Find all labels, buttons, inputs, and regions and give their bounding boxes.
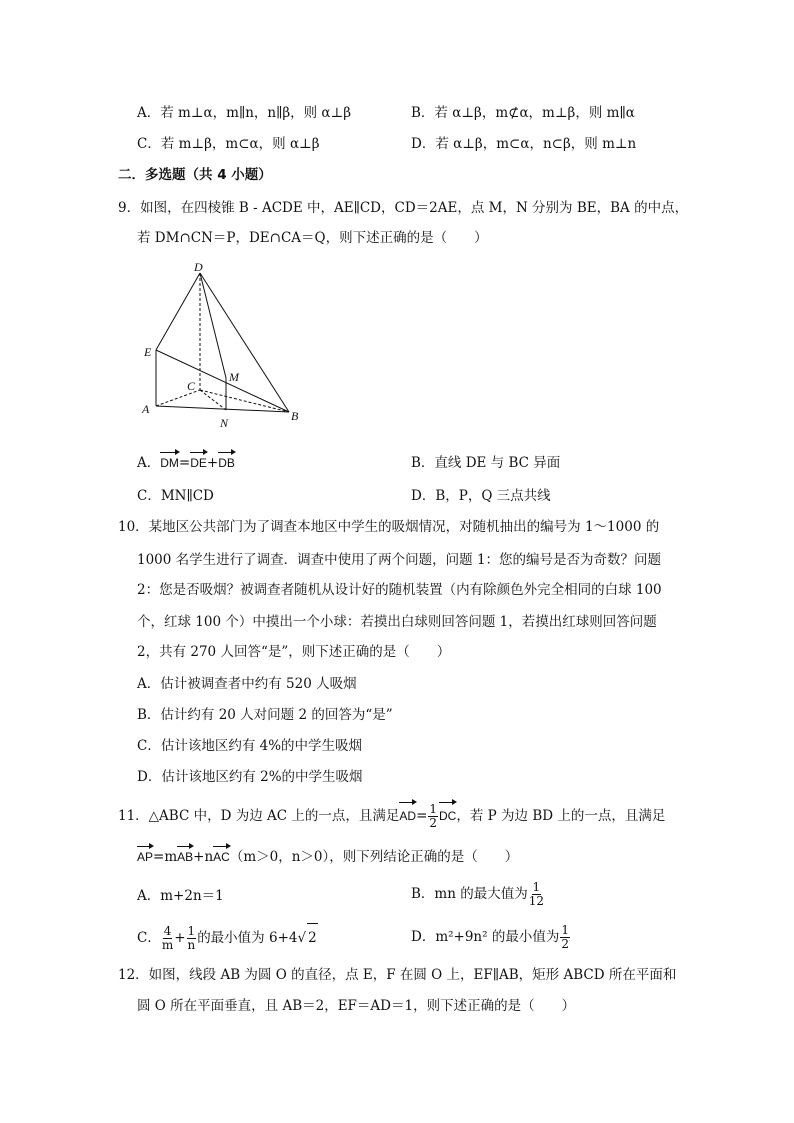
q11-text-c: （m＞0，n＞0），则下列结论正确的是（ ） [229, 849, 519, 865]
q10-stem-line1: 10．某地区公共部门为了调查本地区中学生的吸烟情况，对随机抽出的编号为 1～1000 的 [118, 519, 660, 535]
vector-ad: AD [399, 803, 416, 829]
vector-dc: DC [439, 803, 456, 829]
q11-option-d-text: D．m²+9n² 的最小值为 [411, 929, 560, 945]
vector-ab: AB [177, 847, 193, 867]
q11-stem-line1: 11．△ABC 中，D 为边 AC 上的一点，且满足AD= $\frac{1}{2}$ DC，若 P 为边 BD 上的一点，且满足 [118, 802, 666, 830]
sqrt-sign-icon: √ [297, 930, 307, 946]
sqrt-radicand: 2 [307, 923, 318, 952]
section-heading: 二．多选题（共 4 小题） [118, 167, 272, 183]
q11-option-c [137, 923, 318, 952]
q11-option-b [411, 880, 545, 908]
fraction-numerator: 1 [532, 880, 541, 894]
q8-option-c: C．若 m⊥β，m⊂α，则 α⊥β [137, 136, 320, 152]
fraction-denominator: 2 [429, 816, 438, 830]
q11-eq-m: =m [153, 849, 178, 865]
q10-option-c: C．估计该地区约有 4%的中学生吸烟 [137, 738, 363, 754]
q11-text-b: ，若 P 为边 BD 上的一点，且满足 [456, 808, 666, 824]
fraction-numerator: 1 [187, 924, 196, 938]
q10-stem-line4: 个，红球 100 个）中摸出一个小球：若摸出白球则回答问题 1，若摸出红球则回答问题 [137, 614, 657, 630]
q8-option-a: A．若 m⊥α，m∥n，n∥β，则 α⊥β [137, 105, 352, 121]
label-D: D [194, 260, 203, 274]
vector-de: DE [190, 453, 207, 473]
label-C: C [187, 379, 196, 393]
fraction-4-over-m [162, 925, 173, 952]
fraction-denominator: n [187, 938, 196, 952]
q11-option-d [411, 923, 571, 951]
fraction-numerator: 4 [163, 924, 172, 938]
label-M: M [229, 370, 239, 384]
q10-option-b: B．估计约有 20 人对问题 2 的回答为“是” [137, 707, 393, 723]
q8-option-d: D．若 α⊥β，m⊂α，n⊂β，则 m⊥n [411, 136, 637, 152]
q10-stem-line5: 2，共有 270 人回答“是”，则下述正确的是（ ） [137, 644, 451, 660]
fraction-denominator: m [161, 938, 174, 952]
fraction-numerator: 1 [429, 802, 438, 816]
q9-pyramid-figure [138, 258, 308, 433]
q10-stem-line2: 1000 名学生进行了调查．调查中使用了两个问题，问题 1：您的编号是否为奇数？问题 [137, 552, 662, 568]
q12-stem-line2: 圆 O 所在平面垂直，且 AB＝2，EF＝AD＝1，则下述正确的是（ ） [137, 998, 576, 1014]
fraction-one-twelfth [529, 881, 544, 908]
q10-option-a: A．估计被调查者中约有 520 人吸烟 [137, 676, 357, 692]
q9-option-b: B．直线 DE 与 BC 异面 [411, 455, 561, 471]
q9-stem-line1: 9．如图，在四棱锥 B - ACDE 中，AE∥CD，CD＝2AE，点 M，N 分别为 BE，BA 的中点， [118, 200, 689, 216]
q11-option-a: A．m+2n＝1 [137, 888, 224, 904]
q9-option-d: D．B，P，Q 三点共线 [411, 488, 551, 504]
q11-text-a: 11．△ABC 中，D 为边 AC 上的一点，且满足 [118, 808, 400, 824]
q12-stem-line1: 12．如图，线段 AB 为圆 O 的直径，点 E，F 在圆 O 上，EF∥AB，矩形 ABCD 所在平面和 [118, 967, 677, 983]
fraction-one-half-d [560, 924, 570, 951]
vector-ac: AC [213, 847, 230, 867]
label-B: B [291, 409, 299, 423]
q11-option-c-text: 的最小值为 6+4 [197, 930, 298, 946]
plus-sign: + [174, 930, 186, 946]
label-E: E [144, 345, 152, 359]
fraction-denominator: 2 [561, 937, 569, 951]
fraction-denominator: 12 [528, 894, 544, 908]
q9-option-a-prefix: A． [137, 455, 161, 471]
label-A: A [142, 402, 150, 416]
q9-option-a: A．DM=DE+DB [137, 455, 235, 471]
vector-dm: DM [160, 453, 179, 473]
vector-db: DB [218, 453, 235, 473]
fraction-one-half [428, 803, 438, 830]
label-N: N [220, 416, 229, 430]
q11-option-c-prefix: C． [137, 930, 161, 946]
q10-option-d: D．估计该地区约有 2%的中学生吸烟 [137, 769, 363, 785]
q11-option-b-text: B．mn 的最大值为 [411, 886, 528, 902]
fraction-numerator: 1 [561, 923, 569, 937]
fraction-1-over-n [187, 925, 197, 952]
q11-eq-n: +n [193, 849, 214, 865]
q11-stem-line2 [137, 847, 518, 867]
q8-option-b: B．若 α⊥β，m⊄α，m⊥β，则 m∥α [411, 105, 635, 121]
vector-ap: AP [137, 847, 153, 867]
q9-option-c: C．MN∥CD [137, 488, 214, 504]
q9-stem-line2: 若 DM∩CN＝P，DE∩CA＝Q，则下述正确的是（ ） [137, 230, 488, 246]
q10-stem-line3: 2：您是否吸烟？被调查者随机从设计好的随机装置（内有除颜色外完全相同的白球 100 [137, 582, 662, 598]
